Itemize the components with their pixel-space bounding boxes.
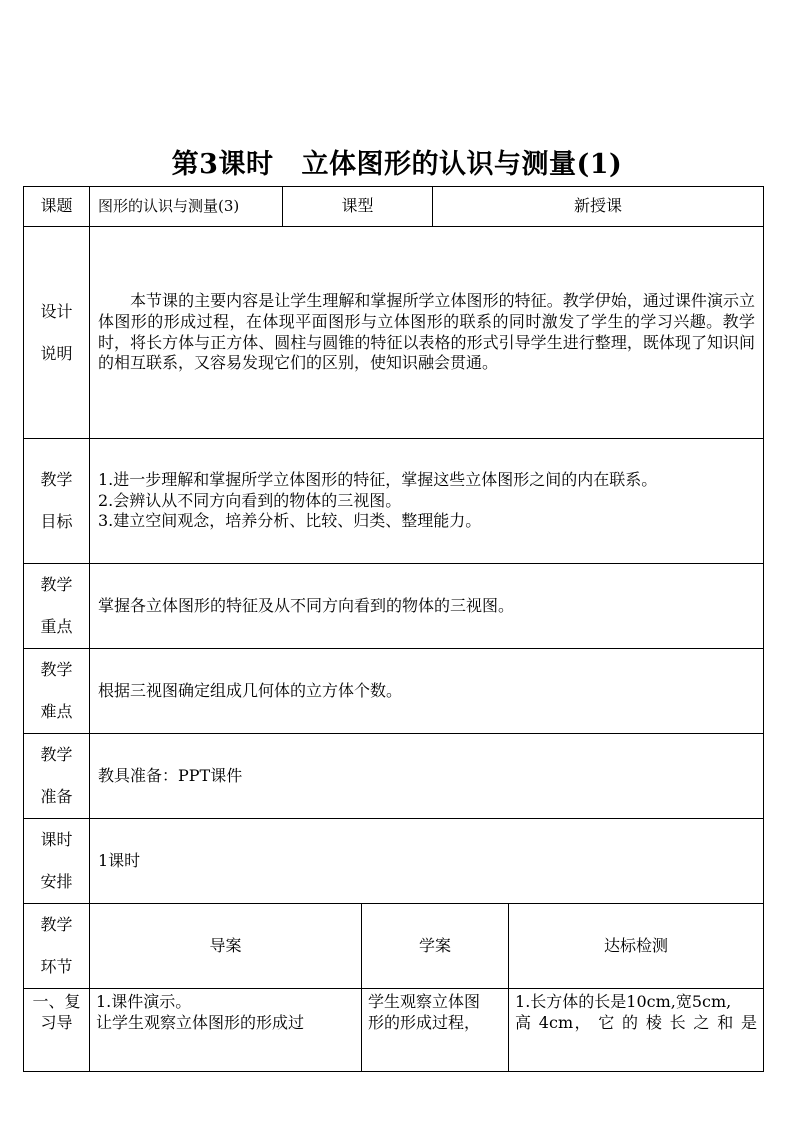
design-label: 设计 说明 — [24, 227, 90, 439]
goals-list — [90, 439, 764, 564]
type-label: 课型 — [283, 187, 433, 227]
goals-label: 教学 目标 — [24, 439, 90, 564]
page-title — [0, 142, 794, 181]
topic-value: 图形的认识与测量(3) — [90, 187, 283, 227]
topic-label: 课题 — [24, 187, 90, 227]
topic-row — [24, 187, 764, 227]
first-section-study: 学生观察立体图 形的形成过程， — [362, 989, 509, 1072]
type-value: 新授课 — [433, 187, 764, 227]
key-points-row — [24, 564, 764, 649]
lesson-number: 第3课时 — [171, 149, 274, 180]
first-section-guide: 1.课件演示。 让学生观察立体图形的形成过 — [90, 989, 362, 1072]
guide-header: 导案 — [90, 904, 362, 989]
design-text: 本节课的主要内容是让学生理解和掌握所学立体图形的特征。教学伊始，通过课件演示立体图形的形成过程，在体现平面图形与立体图形的联系的同时激发了学生的学习兴趣。教学时，将长方体与正方体、圆柱与圆锥的特征以表格的形式引导学生进行整理，既体现了知识间的相互联系，又容易发现它们的区别，使知识融会贯通。 — [90, 227, 764, 439]
first-section-check: 1.长方体的长是10cm,宽5cm, 高 4cm， 它 的 棱 长 之 和 是 — [509, 989, 764, 1072]
design-row — [24, 227, 764, 439]
stages-label: 教学 环节 — [24, 904, 90, 989]
study-header: 学案 — [362, 904, 509, 989]
difficulties-row — [24, 649, 764, 734]
goal-item: 2.会辨认从不同方向看到的物体的三视图。 — [98, 490, 402, 510]
goal-item: 1.进一步理解和掌握所学立体图形的特征，掌握这些立体图形之间的内在联系。 — [98, 469, 658, 489]
difficulties-text: 根据三视图确定组成几何体的立方体个数。 — [90, 649, 764, 734]
lesson-plan-table — [23, 186, 764, 1072]
goal-item: 3.建立空间观念，培养分析、比较、归类、整理能力。 — [98, 511, 482, 531]
key-points-text: 掌握各立体图形的特征及从不同方向看到的物体的三视图。 — [90, 564, 764, 649]
schedule-label: 课时 安排 — [24, 819, 90, 904]
key-points-label: 教学 重点 — [24, 564, 90, 649]
difficulties-label: 教学 难点 — [24, 649, 90, 734]
lesson-title: 立体图形的认识与测量(1) — [301, 149, 623, 180]
first-section-label: 一、复 习导 — [24, 989, 90, 1072]
first-section-row — [24, 989, 764, 1072]
stages-header-row — [24, 904, 764, 989]
preparation-row — [24, 734, 764, 819]
schedule-row — [24, 819, 764, 904]
preparation-label: 教学 准备 — [24, 734, 90, 819]
goals-row — [24, 439, 764, 564]
check-header: 达标检测 — [509, 904, 764, 989]
schedule-text: 1课时 — [90, 819, 764, 904]
preparation-text: 教具准备：PPT课件 — [90, 734, 764, 819]
